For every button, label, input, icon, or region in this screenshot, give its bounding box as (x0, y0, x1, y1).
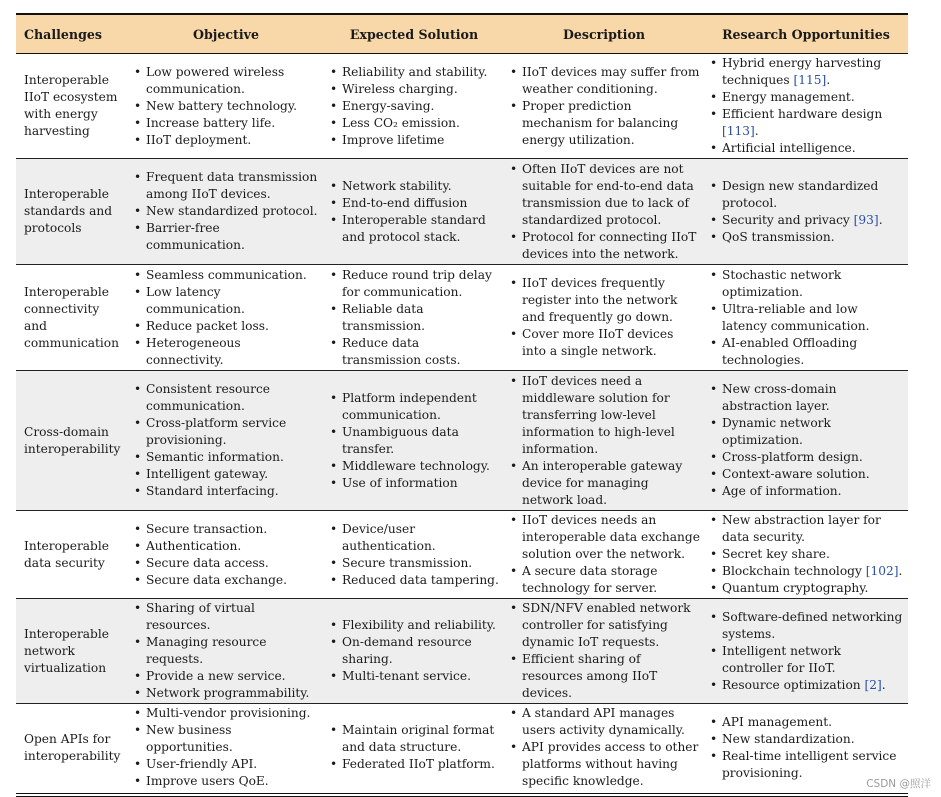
research-list (710, 609, 904, 694)
research-item-text: Real-time intelligent service provisioning. (722, 748, 897, 780)
solution-list (330, 722, 500, 773)
objective-item: • Secure data exchange. (134, 572, 320, 589)
research-item-text: Ultra-reliable and low latency communication. (722, 301, 870, 333)
research-item (710, 580, 904, 597)
description-item: • Often IIoT devices are not suitable for end-to-end data transmission due to lack of standardized protocol. (510, 161, 700, 229)
solution-item: • Reduced data tampering. (330, 572, 500, 589)
description-item: • Proper prediction mechanism for balancing energy utilization. (510, 98, 700, 149)
research-item (710, 643, 904, 677)
solution-cell (324, 54, 504, 159)
solution-item: • Reliability and stability. (330, 64, 500, 81)
research-item-text: Intelligent network controller for IIoT. (722, 643, 842, 675)
challenge-cell: Open APIs for interoperability (24, 731, 121, 763)
table-row (16, 54, 908, 159)
solution-cell (324, 704, 504, 792)
objective-list (134, 381, 320, 500)
objective-item: • Secure transaction. (134, 521, 320, 538)
table-row (16, 704, 908, 792)
solution-item: • Interoperable standard and protocol stack. (330, 212, 500, 246)
solution-item: • Less CO₂ emission. (330, 115, 500, 132)
research-item (710, 512, 904, 546)
research-item-text: Age of information. (722, 484, 842, 498)
research-item (710, 677, 904, 694)
solution-item: • Maintain original format and data structure. (330, 722, 500, 756)
description-cell (504, 159, 704, 265)
research-item (710, 731, 904, 748)
solution-list (330, 64, 500, 149)
solution-item: • Flexibility and reliability. (330, 617, 500, 634)
description-cell (504, 599, 704, 704)
research-item (710, 229, 904, 246)
solution-item: • On-demand resource sharing. (330, 634, 500, 668)
solution-cell (324, 159, 504, 265)
objective-item: • Network programmability. (134, 685, 320, 702)
solution-item: • Network stability. (330, 178, 500, 195)
objective-cell (128, 599, 324, 704)
table-row (16, 511, 908, 599)
research-item (710, 714, 904, 731)
research-item (710, 415, 904, 449)
objective-cell (128, 265, 324, 371)
research-item-text: Software-defined networking systems. (722, 609, 903, 641)
research-item-end: . (754, 124, 759, 138)
research-item (710, 335, 904, 369)
description-item: • API provides access to other platforms without having specific knowledge. (510, 739, 700, 790)
description-cell (504, 511, 704, 599)
research-item (710, 55, 904, 89)
solution-item: • Reduce data transmission costs. (330, 335, 500, 369)
solution-list (330, 267, 500, 369)
header-objective: Objective (128, 14, 324, 54)
table-row (16, 371, 908, 511)
solution-cell (324, 511, 504, 599)
research-list (710, 55, 904, 157)
objective-cell (128, 159, 324, 265)
research-item (710, 267, 904, 301)
header-row (16, 14, 908, 54)
solution-list (330, 178, 500, 246)
header-expected-solution: Expected Solution (324, 14, 504, 54)
objective-item: • Low latency communication. (134, 284, 320, 318)
research-item (710, 106, 904, 140)
objective-item: • Improve users QoE. (134, 773, 320, 790)
research-cell (704, 159, 908, 265)
solution-list (330, 521, 500, 589)
research-item-text: New abstraction layer for data security. (722, 513, 881, 544)
objective-item: • Authentication. (134, 538, 320, 555)
solution-cell (324, 265, 504, 371)
description-item: • IIoT devices need a middleware solution for transferring low-level information to high-level information. (510, 373, 700, 458)
objective-item: • User-friendly API. (134, 756, 320, 773)
research-item (710, 212, 904, 229)
research-item-text: Secret key share. (722, 547, 830, 561)
research-item (710, 563, 904, 580)
research-item-text: Stochastic network optimization. (722, 267, 842, 299)
objective-cell (128, 704, 324, 792)
research-item (710, 381, 904, 415)
objective-item: • Frequent data transmission among IIoT devices. (134, 169, 320, 203)
objective-list (134, 169, 320, 254)
description-list (510, 600, 700, 702)
research-cell (704, 371, 908, 511)
objective-list (134, 521, 320, 589)
solution-list (330, 390, 500, 492)
research-item-text: Cross-platform design. (722, 450, 863, 464)
description-item: • IIoT devices needs an interoperable data exchange solution over the network. (510, 512, 700, 563)
research-item-text: Blockchain technology (722, 564, 866, 578)
objective-list (134, 705, 320, 790)
solution-item: • Device/user authentication. (330, 521, 500, 555)
objective-item: • Standard interfacing. (134, 483, 320, 500)
watermark: CSDN @照洋 (866, 778, 931, 790)
research-item-text: Resource optimization (722, 677, 865, 692)
research-item (710, 546, 904, 563)
challenge-cell: Interoperable standards and protocols (16, 159, 128, 265)
objective-item: • IIoT deployment. (134, 132, 320, 149)
research-item-text: Hybrid energy harvesting techniques (722, 56, 882, 87)
description-item: • Protocol for connecting IIoT devices into the network. (510, 229, 700, 263)
solution-item: • Reliable data transmission. (330, 301, 500, 335)
research-item-text: New standardization. (722, 731, 855, 746)
research-list (710, 178, 904, 246)
header-challenges: Challenges (16, 14, 128, 54)
description-item: • A standard API manages users activity dynamically. (510, 705, 700, 739)
objective-item: • Semantic information. (134, 449, 320, 466)
research-cell (704, 265, 908, 371)
solution-item: • Multi-tenant service. (330, 668, 500, 685)
research-item (710, 89, 904, 106)
objective-item: • New standardized protocol. (134, 203, 320, 220)
solution-item: • Federated IIoT platform. (330, 756, 500, 773)
description-list (510, 64, 700, 149)
research-item (710, 466, 904, 483)
objective-item: • Consistent resource communication. (134, 381, 320, 415)
research-list (710, 267, 904, 369)
challenges-table (16, 13, 908, 792)
description-list (510, 161, 700, 263)
description-cell (504, 265, 704, 371)
research-cell (704, 511, 908, 599)
research-list (710, 381, 904, 500)
research-item-end: . (878, 212, 883, 227)
objective-item: • New battery technology. (134, 98, 320, 115)
objective-item: • Sharing of virtual resources. (134, 600, 320, 634)
research-item-text: AI-enabled Offloading technologies. (722, 335, 858, 367)
objective-list (134, 64, 320, 149)
description-item: • IIoT devices frequently register into the network and frequently go down. (510, 275, 700, 326)
description-list (510, 705, 700, 790)
objective-list (134, 267, 320, 369)
research-item-text: Efficient hardware design (722, 107, 883, 121)
research-item (710, 178, 904, 212)
description-item: • SDN/NFV enabled network controller for satisfying dynamic IoT requests. (510, 600, 700, 651)
solution-item: • Energy-saving. (330, 98, 500, 115)
description-cell (504, 54, 704, 159)
description-list (510, 373, 700, 509)
objective-item: • Intelligent gateway. (134, 466, 320, 483)
solution-cell (324, 599, 504, 704)
header-research-opportunities: Research Opportunities (704, 14, 908, 54)
solution-item: • Middleware technology. (330, 458, 500, 475)
research-item-text: New cross-domain abstraction layer. (722, 382, 837, 413)
research-item (710, 301, 904, 335)
description-item: • Efficient sharing of resources among IIoT devices. (510, 651, 700, 702)
citation-link[interactable]: [93] (853, 212, 879, 227)
research-cell (704, 54, 908, 159)
table-body (16, 54, 908, 792)
solution-item: • Improve lifetime (330, 132, 500, 149)
research-item (710, 449, 904, 466)
solution-item: • End-to-end diffusion (330, 195, 500, 212)
solution-item: • Reduce round trip delay for communication. (330, 267, 500, 301)
solution-item: • Use of information (330, 475, 500, 492)
objective-item: • Barrier-free communication. (134, 220, 320, 254)
research-item-text: API management. (722, 714, 833, 729)
description-list (510, 512, 700, 597)
objective-item: • Multi-vendor provisioning. (134, 705, 320, 722)
objective-item: • Cross-platform service provisioning. (134, 415, 320, 449)
research-item-text: Artificial intelligence. (722, 141, 856, 155)
research-item (710, 140, 904, 157)
citation-link[interactable]: [115] (793, 73, 827, 87)
research-item-text: Security and privacy (722, 212, 854, 227)
objective-list (134, 600, 320, 702)
research-item-end: . (898, 564, 903, 578)
description-item: • A secure data storage technology for server. (510, 563, 700, 597)
challenge-cell: Interoperable IIoT ecosystem with energy harvesting (16, 54, 128, 159)
description-item: • IIoT devices may suffer from weather conditioning. (510, 64, 700, 98)
table-header (16, 14, 908, 54)
solution-list (330, 617, 500, 685)
objective-item: • Managing resource requests. (134, 634, 320, 668)
research-list (710, 714, 904, 782)
objective-cell (128, 371, 324, 511)
research-item-end: . (826, 73, 831, 87)
description-cell (504, 371, 704, 511)
table-row (16, 265, 908, 371)
citation-link[interactable]: [113] (722, 124, 755, 138)
description-item: • An interoperable gateway device for managing network load. (510, 458, 700, 509)
solution-cell (324, 371, 504, 511)
challenge-cell: Interoperable data security (16, 511, 128, 599)
research-item-text: Dynamic network optimization. (722, 416, 831, 447)
challenge-cell: Cross-domain interoperability (16, 371, 128, 511)
solution-item: • Platform independent communication. (330, 390, 500, 424)
citation-link[interactable]: [2] (864, 677, 882, 692)
research-list (710, 512, 904, 597)
research-item-text: Design new standardized protocol. (722, 178, 879, 210)
research-item (710, 609, 904, 643)
challenge-cell: Interoperable connectivity and communication (16, 265, 128, 371)
table-row (16, 159, 908, 265)
objective-item: • Provide a new service. (134, 668, 320, 685)
solution-item: • Unambiguous data transfer. (330, 424, 500, 458)
objective-cell (128, 54, 324, 159)
objective-cell (128, 511, 324, 599)
research-item-text: Energy management. (722, 90, 855, 104)
research-item-text: Context-aware solution. (722, 467, 870, 481)
research-item-text: Quantum cryptography. (722, 581, 869, 595)
objective-item: • Reduce packet loss. (134, 318, 320, 335)
research-cell (704, 599, 908, 704)
table-bottom-rule (16, 793, 908, 797)
objective-item: • Increase battery life. (134, 115, 320, 132)
objective-item: • New business opportunities. (134, 722, 320, 756)
description-cell (504, 704, 704, 792)
table-row (16, 599, 908, 704)
research-item-end: . (881, 677, 886, 692)
citation-link[interactable]: [102] (865, 564, 899, 578)
objective-item: • Low powered wireless communication. (134, 64, 320, 98)
description-list (510, 275, 700, 360)
solution-item: • Wireless charging. (330, 81, 500, 98)
challenge-cell: Interoperable network virtualization (16, 599, 128, 704)
research-item (710, 483, 904, 500)
objective-item: • Seamless communication. (134, 267, 320, 284)
header-description: Description (504, 14, 704, 54)
objective-item: • Heterogeneous connectivity. (134, 335, 320, 369)
objective-item: • Secure data access. (134, 555, 320, 572)
description-item: • Cover more IIoT devices into a single network. (510, 326, 700, 360)
research-item-text: QoS transmission. (722, 229, 835, 244)
solution-item: • Secure transmission. (330, 555, 500, 572)
